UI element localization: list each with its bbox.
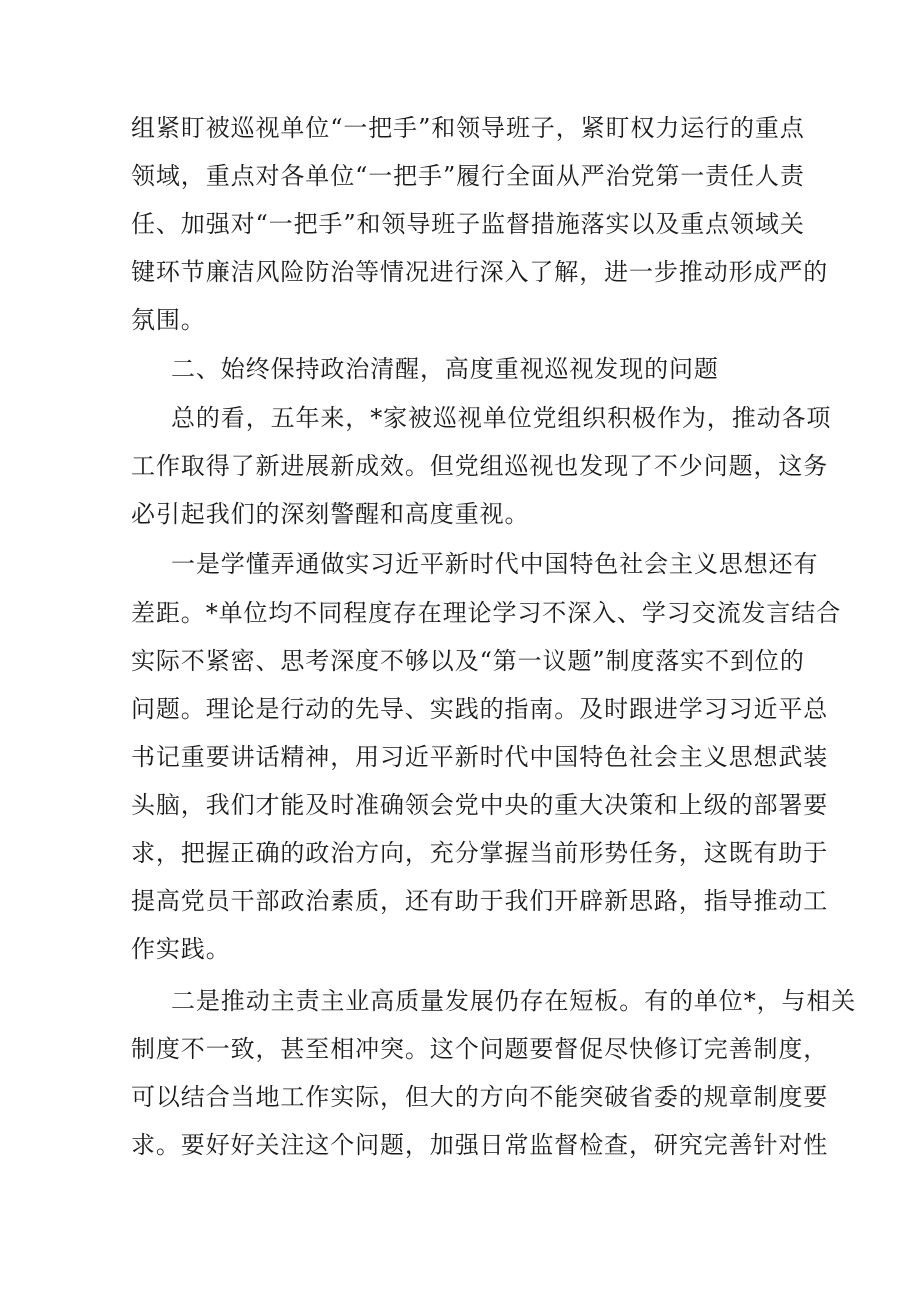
paragraph-line: 键环节廉洁风险防治等情况进行深入了解，进一步推动形成严的: [131, 258, 829, 286]
paragraph-line: 求。要好好关注这个问题，加强日常监督检查，研究完善针对性: [131, 1131, 829, 1159]
section-heading: 二、始终保持政治清醒，高度重视巡视发现的问题: [171, 355, 719, 383]
paragraph-line: 制度不一致，甚至相冲突。这个问题要督促尽快修订完善制度，: [131, 1035, 829, 1063]
paragraph-line: 工作取得了新进展新成效。但党组巡视也发现了不少问题，这务: [131, 452, 829, 480]
paragraph-line: 二是推动主责主业高质量发展仍存在短板。有的单位*，与相关: [171, 987, 857, 1015]
paragraph-line: 任、加强对“一把手”和领导班子监督措施落实以及重点领域关: [131, 210, 805, 238]
paragraph-line: 组紧盯被巡视单位“一把手”和领导班子，紧盯权力运行的重点: [131, 114, 805, 142]
paragraph-line: 问题。理论是行动的先导、实践的指南。及时跟进学习习近平总: [131, 695, 829, 723]
paragraph-line: 总的看，五年来，*家被巡视单位党组织积极作为，推动各项: [171, 404, 832, 432]
paragraph-line: 氛围。: [131, 306, 206, 334]
paragraph-line: 求，把握正确的政治方向，充分掌握当前形势任务，这既有助于: [131, 839, 829, 867]
paragraph-line: 头脑，我们才能及时准确领会党中央的重大决策和上级的部署要: [131, 791, 829, 819]
paragraph-line: 作实践。: [131, 935, 231, 963]
paragraph-line: 可以结合当地工作实际，但大的方向不能突破省委的规章制度要: [131, 1083, 829, 1111]
paragraph-line: 差距。*单位均不同程度存在理论学习不深入、学习交流发言结合: [131, 599, 842, 627]
paragraph-line: 书记重要讲话精神，用习近平新时代中国特色社会主义思想武装: [131, 743, 829, 771]
paragraph-line: 提高党员干部政治素质，还有助于我们开辟新思路，指导推动工: [131, 887, 829, 915]
paragraph-line: 必引起我们的深刻警醒和高度重视。: [131, 500, 530, 528]
paragraph-line: 一是学懂弄通做实习近平新时代中国特色社会主义思想还有: [171, 550, 819, 578]
paragraph-line: 领域，重点对各单位“一把手”履行全面从严治党第一责任人责: [131, 162, 805, 190]
paragraph-line: 实际不紧密、思考深度不够以及“第一议题”制度落实不到位的: [131, 647, 805, 675]
